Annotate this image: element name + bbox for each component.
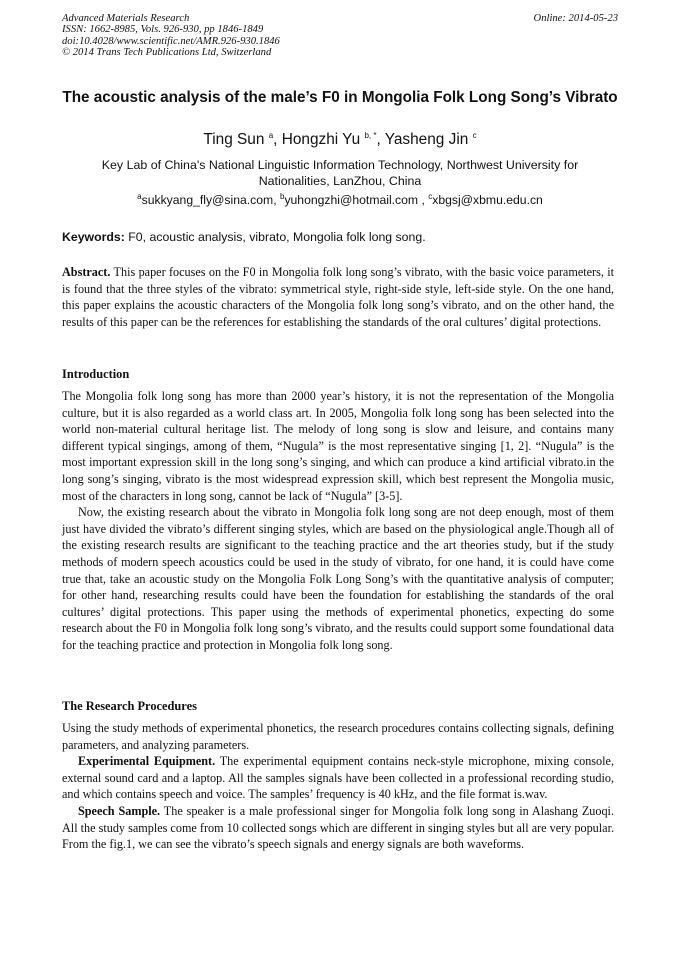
email-superscript: b — [279, 191, 285, 201]
paragraph: Now, the existing research about the vibrato in Mongolia folk long song are not deep enough, most of them just have divided the vibrato’s different singing styles, which are based on the physiological angle.Though all of the existing research results are significant to the teaching practice and the art theories study, but if the study methods of modern speech acoustics could be used in the study of vibrato, for one hand, it is could have come true that, take an acoustic study on the Mongolia Folk Long Song’s with the quantitative analysis of computer; for other hand, researching results could have been the foundation for establishing the standards of the oral cultures’ digital protections. This paper using the methods of experimental phonetics, expecting do some research about the F0 in Mongolia folk long song’s vibrato, and the results could support some foundational data for the teaching practice and protection in Mongolia folk long song. — [62, 505, 614, 652]
journal-name: Advanced Materials Research — [62, 13, 190, 24]
subsection-label: Speech Sample. — [78, 803, 161, 818]
author-superscript: b, * — [364, 130, 377, 140]
author-superscript: a — [268, 130, 274, 140]
copyright-line: © 2014 Trans Tech Publications Ltd, Switzerland — [62, 46, 272, 58]
author-emails — [62, 193, 618, 208]
author-superscript: c — [472, 130, 477, 140]
email-address: xbgsj@xbmu.edu.cn — [432, 193, 543, 207]
affiliation: Key Lab of China's National Linguistic Information Technology, Northwest University for Nationalities, LanZhou, China — [101, 158, 579, 188]
keywords — [62, 230, 618, 245]
doi-line: doi:10.4028/www.scientific.net/AMR.926-930.1846 — [62, 35, 280, 47]
abstract-text: This paper focuses on the F0 in Mongolia folk long song’s vibrato, with the basic voice parameters, it is found that the three styles of the vibrato: symmetrical style, right-side style, left-side style. On the one hand, this paper explains the acoustic characters of the Mongolia folk long song’s vibrato, and on the other hand, the results of this paper can be the references for establishing the standards of the oral cultures’ digital protections. — [62, 265, 614, 329]
author-separator: , — [376, 131, 385, 148]
author-name: Yasheng Jin — [384, 131, 469, 148]
keywords-text: F0, acoustic analysis, vibrato, Mongolia folk long song. — [124, 230, 426, 244]
abstract — [62, 264, 614, 330]
subsection-label: Experimental Equipment. — [78, 754, 216, 769]
paper-title: The acoustic analysis of the male’s F0 in Mongolia Folk Long Song’s Vibrato — [62, 89, 618, 106]
introduction-body — [62, 388, 614, 654]
paragraph — [62, 753, 614, 803]
paragraph — [62, 803, 614, 853]
section-heading-procedures: The Research Procedures — [62, 699, 197, 713]
author-list — [62, 131, 618, 149]
abstract-label: Abstract. — [62, 265, 111, 279]
section-heading-introduction: Introduction — [62, 367, 130, 381]
email-address: yuhongzhi@hotmail.com , — [284, 193, 429, 207]
paragraph: Using the study methods of experimental phonetics, the research procedures contains collecting signals, defining parameters, and analyzing parameters. — [62, 721, 614, 752]
journal-header — [62, 13, 618, 58]
issn-line: ISSN: 1662-8985, Vols. 926-930, pp 1846-1849 — [62, 24, 264, 36]
keywords-label: Keywords: — [62, 230, 125, 244]
email-superscript: c — [428, 191, 433, 201]
email-superscript: a — [137, 191, 142, 201]
author-separator: , — [273, 131, 282, 148]
paragraph: The Mongolia folk long song has more than 2000 year’s history, it is not the representation of the Mongolia culture, but it is also regarded as a world class art. In 2005, Mongolia folk long song has been selected into the world non-material cultural heritage list. The melody of long song is slow and leisure, and contains many different typical singings, among of them, “Nugula” is the most representative singing [1, 2]. “Nugula” is the most important expression skill in the long song’s singing, and which can produce a kind artificial vibrato.in the long song’s singing, vibrato is the most widespread expression skill, which best represent the Mongolia music, most of the characters in long song, cannot be lack of “Nugula” [3-5]. — [62, 389, 614, 503]
paragraph-text: The experimental equipment contains neck-style microphone, mixing console, external sound card and a laptop. All the samples signals have been collected in a professional recording studio, and which contains speech and voice. The samples’ frequency is 40 kHz, and the file format is.wav. — [62, 754, 614, 802]
paragraph-text: The speaker is a male professional singer for Mongolia folk long song in Alashang Zuoqi. All the study samples come from 10 collected songs which are different in singing styles but all are very popular. From the fig.1, we can see the vibrato’s speech signals and energy signals are both waveforms. — [62, 803, 614, 852]
author-name: Ting Sun — [203, 131, 265, 148]
procedures-body — [62, 720, 614, 853]
online-date: Online: 2014-05-23 — [533, 13, 618, 24]
author-name: Hongzhi Yu — [281, 131, 361, 148]
email-address: sukkyang_fly@sina.com, — [141, 193, 280, 207]
